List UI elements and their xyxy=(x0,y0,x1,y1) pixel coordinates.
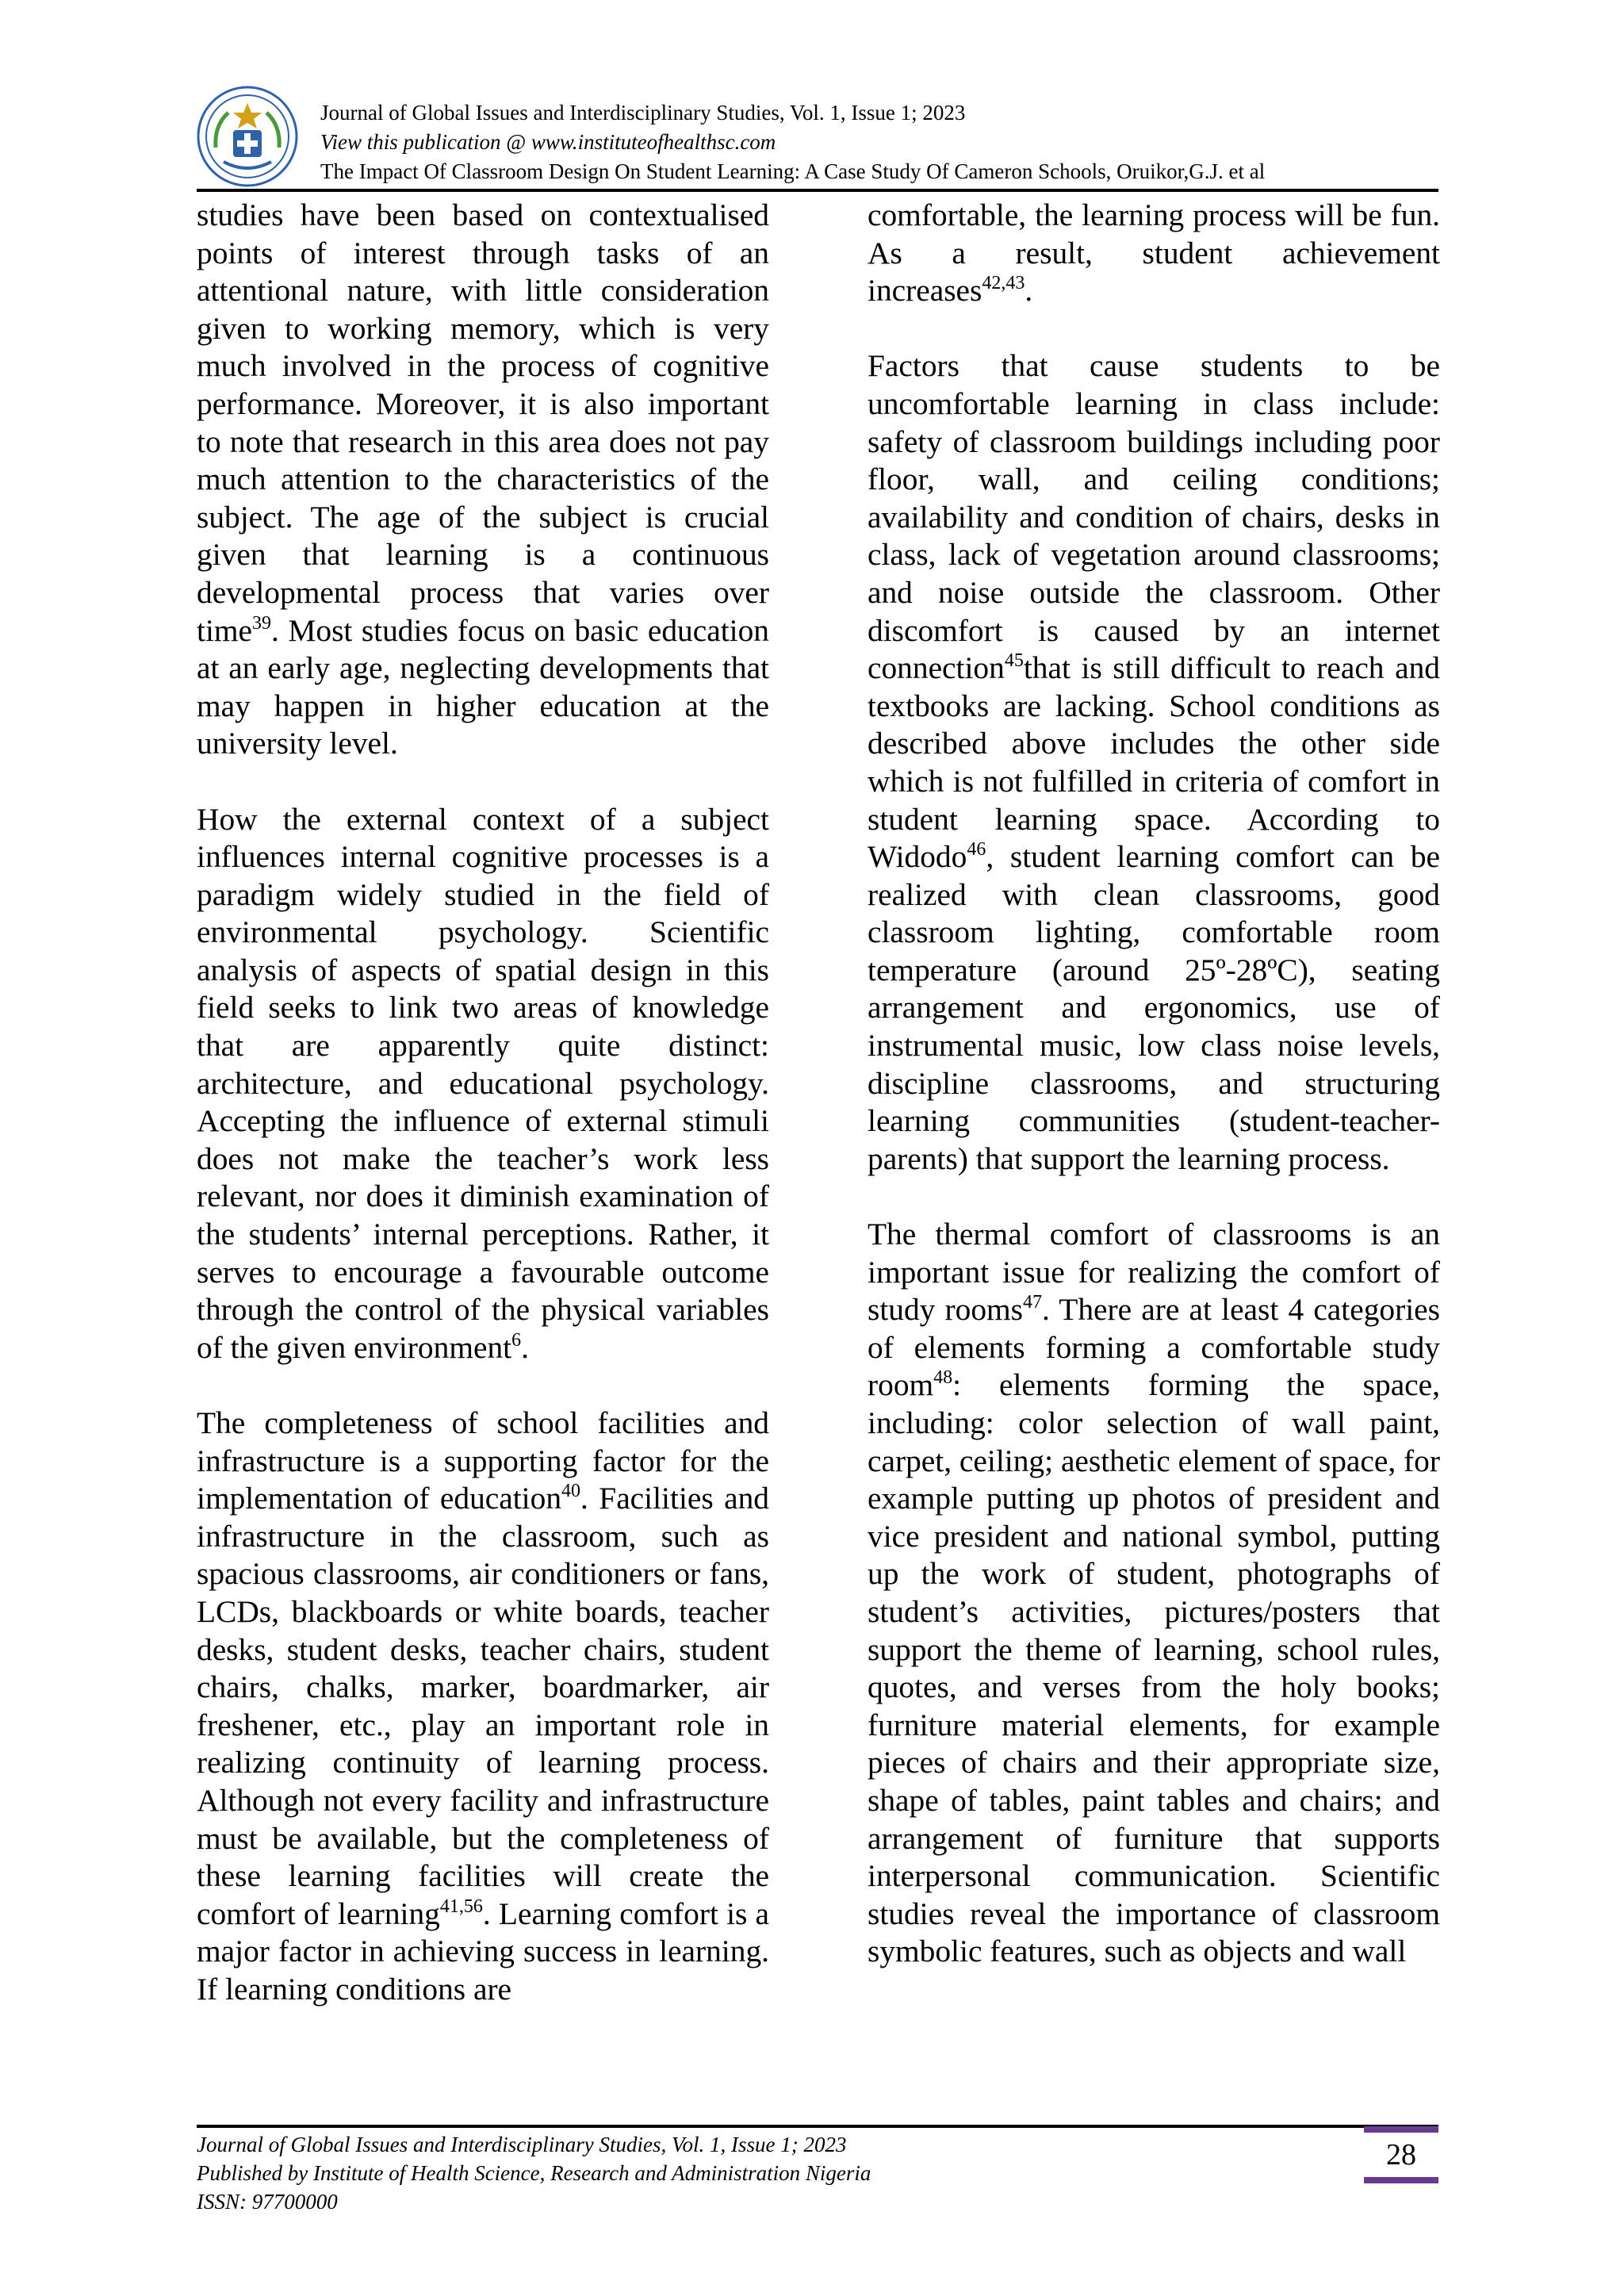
header-article-title: The Impact Of Classroom Design On Student Learning: A Case Study Of Cameron Schools, Oruikor,G.J. et al xyxy=(320,159,1266,183)
header-view-link[interactable]: View this publication @ www.instituteofhealthsc.com xyxy=(320,130,776,154)
right-column xyxy=(868,197,1440,2009)
page-number-box xyxy=(1364,2126,1438,2183)
footer-issn: ISSN: 97700000 xyxy=(197,2190,338,2214)
paragraph: comfortable, the learning process will be fun. As a result, student achievement increases$^{42,43}$. xyxy=(868,197,1440,309)
page-header xyxy=(0,0,1624,190)
page-footer xyxy=(197,2130,871,2216)
paragraph: studies have been based on contextualised points of interest through tasks of an attentional nature, with little consideration given to working memory, which is very much involved in the process of cognitive performance. Moreover, it is also important to note that research in this area does not pay much attention to the characteristics of the subject. The age of the subject is crucial given that learning is a continuous developmental process that varies over time$^{39}$. Most studies focus on basic education at an early age, neglecting developments that may happen in higher education at the university level. xyxy=(197,197,769,761)
paragraph: How the external context of a subject influences internal cognitive processes is a paradigm widely studied in the field of environmental psychology. Scientific analysis of aspects of spatial design in this field seeks to link two areas of knowledge that are apparently quite distinct: architecture, and educational psychology. Accepting the influence of external stimuli does not make the teacher’s work less relevant, nor does it diminish examination of the students’ internal perceptions. Rather, it serves to encourage a favourable outcome through the control of the physical variables of the given environment$^6$. xyxy=(197,801,769,1365)
institute-logo-icon xyxy=(197,86,298,187)
page-number-bar-bottom xyxy=(1364,2177,1438,2183)
page-number: 28 xyxy=(1386,2138,1416,2171)
footer-publisher: Published by Institute of Health Science, Research and Administration Nigeria xyxy=(197,2161,871,2185)
page-number-bar-top xyxy=(1364,2126,1438,2133)
footer-journal: Journal of Global Issues and Interdisciplinary Studies, Vol. 1, Issue 1; 2023 xyxy=(197,2133,847,2156)
left-column xyxy=(197,197,769,2046)
footer-rule xyxy=(197,2125,1438,2128)
paragraph: The thermal comfort of classrooms is an important issue for realizing the comfort of study rooms$^{47}$. There are at least 4 categories of elements forming a comfortable study room$^{48}$: elements forming the space, including: color selection of wall paint, carpet, ceiling; aesthetic element of space, for example putting up photos of president and vice president and national symbol, putting up the work of student, photographs of student’s activities, pictures/posters that support the theme of learning, school rules, quotes, and verses from the holy books; furniture material elements, for example pieces of chairs and their appropriate size, shape of tables, paint tables and chairs; and arrangement of furniture that supports interpersonal communication. Scientific studies reveal the importance of classroom symbolic features, such as objects and wall xyxy=(868,1217,1440,1969)
paragraph: Factors that cause students to be uncomfortable learning in class include: safety of classroom buildings including poor floor, wall, and ceiling conditions; availability and condition of chairs, desks in class, lack of vegetation around classrooms; and noise outside the classroom. Other discomfort is caused by an internet connection$^{45}$that is still difficult to reach and textbooks are lacking. School conditions as described above includes the other side which is not fulfilled in criteria of comfort in student learning space. According to Widodo$^{46}$, student learning comfort can be realized with clean classrooms, good classroom lighting, comfortable room temperature (around 25º-28ºC), seating arrangement and ergonomics, use of instrumental music, low class noise levels, discipline classrooms, and structuring learning communities (student-teacher-parents) that support the learning process. xyxy=(868,348,1440,1176)
header-rule xyxy=(197,189,1438,192)
header-journal: Journal of Global Issues and Interdisciplinary Studies, Vol. 1, Issue 1; 2023 xyxy=(320,101,966,125)
paragraph: The completeness of school facilities and infrastructure is a supporting factor for the implementation of education$^{40}$. Facilities and infrastructure in the classroom, such as spacious classrooms, air conditioners or fans, LCDs, blackboards or white boards, teacher desks, student desks, teacher chairs, student chairs, chalks, marker, boardmarker, air freshener, etc., play an important role in realizing continuity of learning process. Although not every facility and infrastructure must be available, but the completeness of these learning facilities will create the comfort of learning$^{41,56}$. Learning comfort is a major factor in achieving success in learning. If learning conditions are xyxy=(197,1405,769,2007)
